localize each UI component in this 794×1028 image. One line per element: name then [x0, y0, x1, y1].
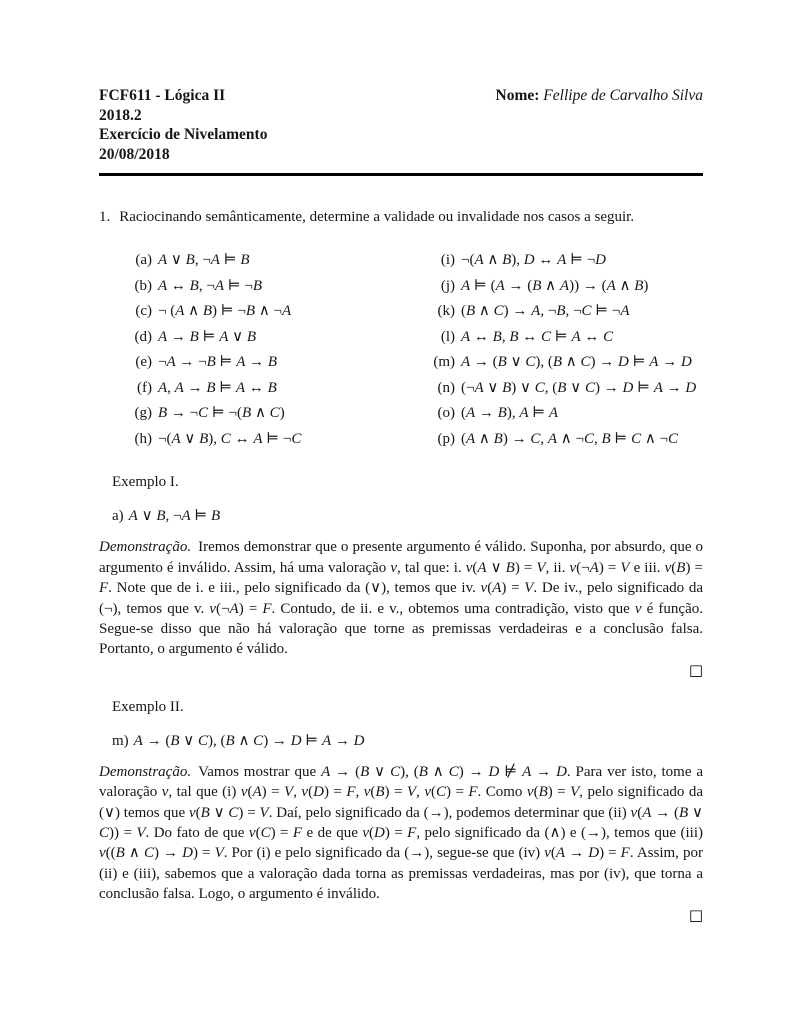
- example-2-statement: [112, 731, 703, 751]
- header-name-block: [496, 86, 703, 106]
- item-formula: A → B ⊨ A ∨ B: [158, 328, 257, 345]
- item-label: (o): [437, 405, 455, 422]
- exercise-item-b: [99, 276, 421, 302]
- course-term: 2018.2: [99, 106, 142, 124]
- qed-icon: □: [688, 905, 703, 924]
- example-1: [99, 472, 703, 678]
- statement-formula: A ∨ B, ¬A ⊨ B: [128, 508, 221, 525]
- item-formula: (¬A ∨ B) ∨ C, (B ∨ C) → D ⊨ A → D: [461, 379, 697, 396]
- exercise-list: [99, 250, 703, 454]
- item-formula: (A → B), A ⊨ A: [461, 405, 559, 422]
- item-label: (i): [440, 252, 455, 269]
- question-1: [99, 207, 703, 227]
- item-label: (c): [135, 303, 152, 320]
- course-code: FCF611 - Lógica II: [99, 87, 226, 104]
- name-label: Nome:: [495, 87, 540, 104]
- item-label: (b): [134, 277, 152, 294]
- proof-text: Vamos mostrar que A → (B ∨ C), (B ∧ C) → D ⊭ A → D. Para ver isto, tome a valoração v, tal que (i) v(A) = V, v(D) = F, v(B) = V, v(C) = F. Como v(B) = V, pelo significado da (∨) temos que v(B ∨ C) = V. Daí, pelo significado da (→), podemos determinar que (ii) v(A → (B ∨ C)) = V. Do fato de que v(C) = F e de que v(D) = F, pelo significado da (∧) e (→), temos que (iii) v((B ∧ C) → D) = V. Por (i) e pelo significado da (→), segue-se que (iv) v(A → D) = F. Assim, por (ii) e (iii), sabemos que a valoração dada torna as premissas verdadeiras, mas por (iv), que torna a conclusão falsa. Logo, o argumento é inválido.: [99, 763, 704, 903]
- exercise-item-d: [99, 327, 421, 353]
- item-formula: A, A → B ⊨ A ↔ B: [158, 379, 277, 396]
- example-2-qed-line: [99, 907, 703, 924]
- header-course-block: [99, 86, 267, 164]
- exercise-item-f: [99, 378, 421, 404]
- example-2-proof: [99, 762, 703, 905]
- example-2-title: Exemplo II.: [112, 698, 184, 715]
- statement-label: a): [112, 508, 124, 525]
- exercise-item-m: [421, 352, 703, 378]
- name-value: Fellipe de Carvalho Silva: [543, 87, 703, 104]
- exercise-item-o: [421, 403, 703, 429]
- exercise-title: Exercício de Nivelamento: [99, 126, 268, 144]
- exercise-item-n: [421, 378, 703, 404]
- item-label: (f): [137, 379, 152, 396]
- item-formula: A ⊨ (A → (B ∧ A)) → (A ∧ B): [461, 277, 649, 294]
- exercise-item-l: [421, 327, 703, 353]
- item-label: (p): [437, 430, 455, 447]
- proof-label: Demonstração.: [99, 539, 192, 556]
- item-formula: A → (B ∨ C), (B ∧ C) → D ⊨ A → D: [461, 354, 692, 371]
- item-formula: ¬A → ¬B ⊨ A → B: [158, 354, 278, 371]
- statement-formula: A → (B ∨ C), (B ∧ C) → D ⊨ A → D: [133, 732, 365, 749]
- example-1-qed-line: [99, 662, 703, 679]
- example-1-statement: [112, 506, 703, 526]
- item-label: (m): [433, 354, 455, 371]
- example-2: [99, 697, 703, 924]
- header-rule: [99, 173, 703, 176]
- question-text: Raciocinando semânticamente, determine a validade ou invalidade nos casos a seguir.: [119, 209, 635, 226]
- question-number: 1.: [99, 209, 111, 226]
- example-1-proof: [99, 537, 703, 659]
- exercise-date: 20/08/2018: [99, 145, 170, 163]
- exercise-column-left: [99, 250, 421, 454]
- item-formula: ¬(A ∨ B), C ↔ A ⊨ ¬C: [158, 430, 302, 447]
- example-1-title: Exemplo I.: [112, 474, 179, 491]
- item-formula: ¬ (A ∧ B) ⊨ ¬B ∧ ¬A: [158, 303, 292, 320]
- item-label: (h): [134, 430, 152, 447]
- item-label: (j): [440, 277, 455, 294]
- item-label: (g): [134, 405, 152, 422]
- item-formula: A ↔ B, ¬A ⊨ ¬B: [158, 277, 263, 294]
- exercise-item-c: [99, 301, 421, 327]
- exercise-item-h: [99, 429, 421, 455]
- item-formula: A ∨ B, ¬A ⊨ B: [158, 252, 250, 269]
- item-label: (k): [437, 303, 455, 320]
- qed-icon: □: [688, 660, 703, 679]
- proof-text: Iremos demonstrar que o presente argumento é válido. Suponha, por absurdo, que o argumento é inválido. Assim, há uma valoração v, tal que: i. v(A ∨ B) = V, ii. v(¬A) = V e iii. v(B) = F. Note que de i. e iii., pelo significado da (∨), temos que iv. v(A) = V. De iv., pelo significado da (¬), temos que v. v(¬A) = F. Contudo, de ii. e v., obtemos uma contradição, visto que v é função. Segue-se disso que não há valoração que torne as premissas verdadeiras e a conclusão falsa. Portanto, o argumento é válido.: [99, 539, 703, 658]
- item-formula: ¬(A ∧ B), D ↔ A ⊨ ¬D: [461, 252, 607, 269]
- item-formula: (A ∧ B) → C, A ∧ ¬C, B ⊨ C ∧ ¬C: [461, 430, 679, 447]
- exercise-item-a: [99, 250, 421, 276]
- document-header: [99, 86, 703, 164]
- exercise-item-i: [421, 250, 703, 276]
- exercise-item-g: [99, 403, 421, 429]
- proof-label: Demonstração.: [99, 763, 192, 780]
- item-formula: (B ∧ C) → A, ¬B, ¬C ⊨ ¬A: [461, 303, 630, 320]
- statement-label: m): [112, 732, 129, 749]
- exercise-item-p: [421, 429, 703, 455]
- item-formula: B → ¬C ⊨ ¬(B ∧ C): [158, 405, 285, 422]
- exercise-item-e: [99, 352, 421, 378]
- item-label: (l): [440, 328, 455, 345]
- item-label: (d): [134, 328, 152, 345]
- item-formula: A ↔ B, B ↔ C ⊨ A ↔ C: [461, 328, 614, 345]
- exercise-item-k: [421, 301, 703, 327]
- item-label: (e): [135, 354, 152, 371]
- exercise-column-right: [421, 250, 703, 454]
- item-label: (n): [437, 379, 455, 396]
- item-label: (a): [135, 252, 152, 269]
- exercise-item-j: [421, 276, 703, 302]
